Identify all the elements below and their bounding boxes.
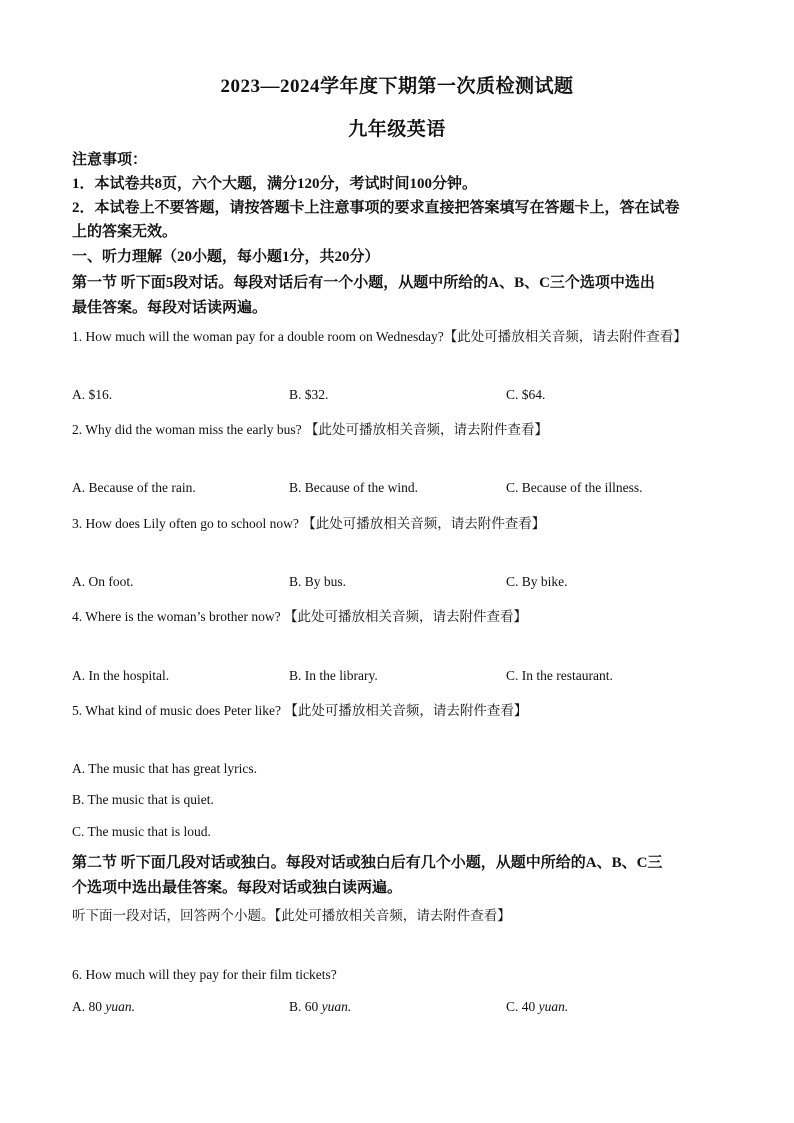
option-c: C. Because of the illness. xyxy=(506,480,643,495)
currency-unit: yuan. xyxy=(538,999,569,1014)
option-text: B. 60 xyxy=(289,999,322,1014)
option-a: A. The music that has great lyrics. xyxy=(72,761,257,776)
option-text: C. 40 xyxy=(506,999,539,1014)
option-b: B. By bus. xyxy=(289,574,347,589)
option-b: B. Because of the wind. xyxy=(289,480,418,495)
notes-item-1: 1．本试卷共8页，六个大题，满分120分，考试时间100分钟。 xyxy=(72,176,478,192)
exam-title: 2023—2024学年度下期第一次质检测试题 xyxy=(220,76,574,97)
section-1-instructions-line-1: 第一节 听下面5段对话。每段对话后有一个小题，从题中所给的A、B、C三个选项中选出 xyxy=(72,275,655,291)
section-1-instructions-line-2: 最佳答案。每段对话读两遍。 xyxy=(72,300,268,316)
dialogue-intro: 听下面一段对话，回答两个小题。【此处可播放相关音频，请去附件查看】 xyxy=(72,908,511,923)
option-b: B. The music that is quiet. xyxy=(72,792,214,807)
option-b: B. $32. xyxy=(289,387,329,402)
option-c: C. In the restaurant. xyxy=(506,668,613,683)
question-stem: 1. How much will the woman pay for a double room on Wednesday?【此处可播放相关音频，请去附件查看】 xyxy=(72,329,687,344)
exam-subtitle: 九年级英语 xyxy=(348,119,446,140)
option-c xyxy=(506,999,568,1015)
option-c: C. By bike. xyxy=(506,574,568,589)
question-stem: 2. Why did the woman miss the early bus? 【此处可播放相关音频，请去附件查看】 xyxy=(72,422,548,437)
option-b: B. In the library. xyxy=(289,668,378,683)
option-b xyxy=(289,999,351,1015)
question-stem: 5. What kind of music does Peter like? 【此处可播放相关音频，请去附件查看】 xyxy=(72,703,528,718)
option-a: A. On foot. xyxy=(72,574,134,589)
currency-unit: yuan. xyxy=(105,999,135,1014)
question-stem: 4. Where is the woman’s brother now? 【此处可播放相关音频，请去附件查看】 xyxy=(72,609,527,624)
notes-item-2-line-1: 2．本试卷上不要答题，请按答题卡上注意事项的要求直接把答案填写在答题卡上，答在试卷 xyxy=(72,200,680,216)
option-a: A. $16. xyxy=(72,387,113,402)
option-text: A. 80 xyxy=(72,999,106,1014)
option-a xyxy=(72,999,135,1015)
part-1-heading: 一、听力理解（20小题，每小题1分，共20分） xyxy=(72,249,380,265)
option-a: A. In the hospital. xyxy=(72,668,170,683)
notes-heading: 注意事项： xyxy=(72,152,148,168)
question-stem: 6. How much will they pay for their film tickets? xyxy=(72,967,337,982)
option-c: C. $64. xyxy=(506,387,546,402)
option-c: C. The music that is loud. xyxy=(72,824,211,839)
question-stem: 3. How does Lily often go to school now? 【此处可播放相关音频，请去附件查看】 xyxy=(72,516,546,531)
option-a: A. Because of the rain. xyxy=(72,480,196,495)
section-2-instructions-line-1: 第二节 听下面几段对话或独白。每段对话或独白后有几个小题，从题中所给的A、B、C三 xyxy=(72,855,663,871)
notes-item-2-line-2: 上的答案无效。 xyxy=(72,224,178,240)
currency-unit: yuan. xyxy=(321,999,352,1014)
section-2-instructions-line-2: 个选项中选出最佳答案。每段对话或独白读两遍。 xyxy=(72,880,403,896)
